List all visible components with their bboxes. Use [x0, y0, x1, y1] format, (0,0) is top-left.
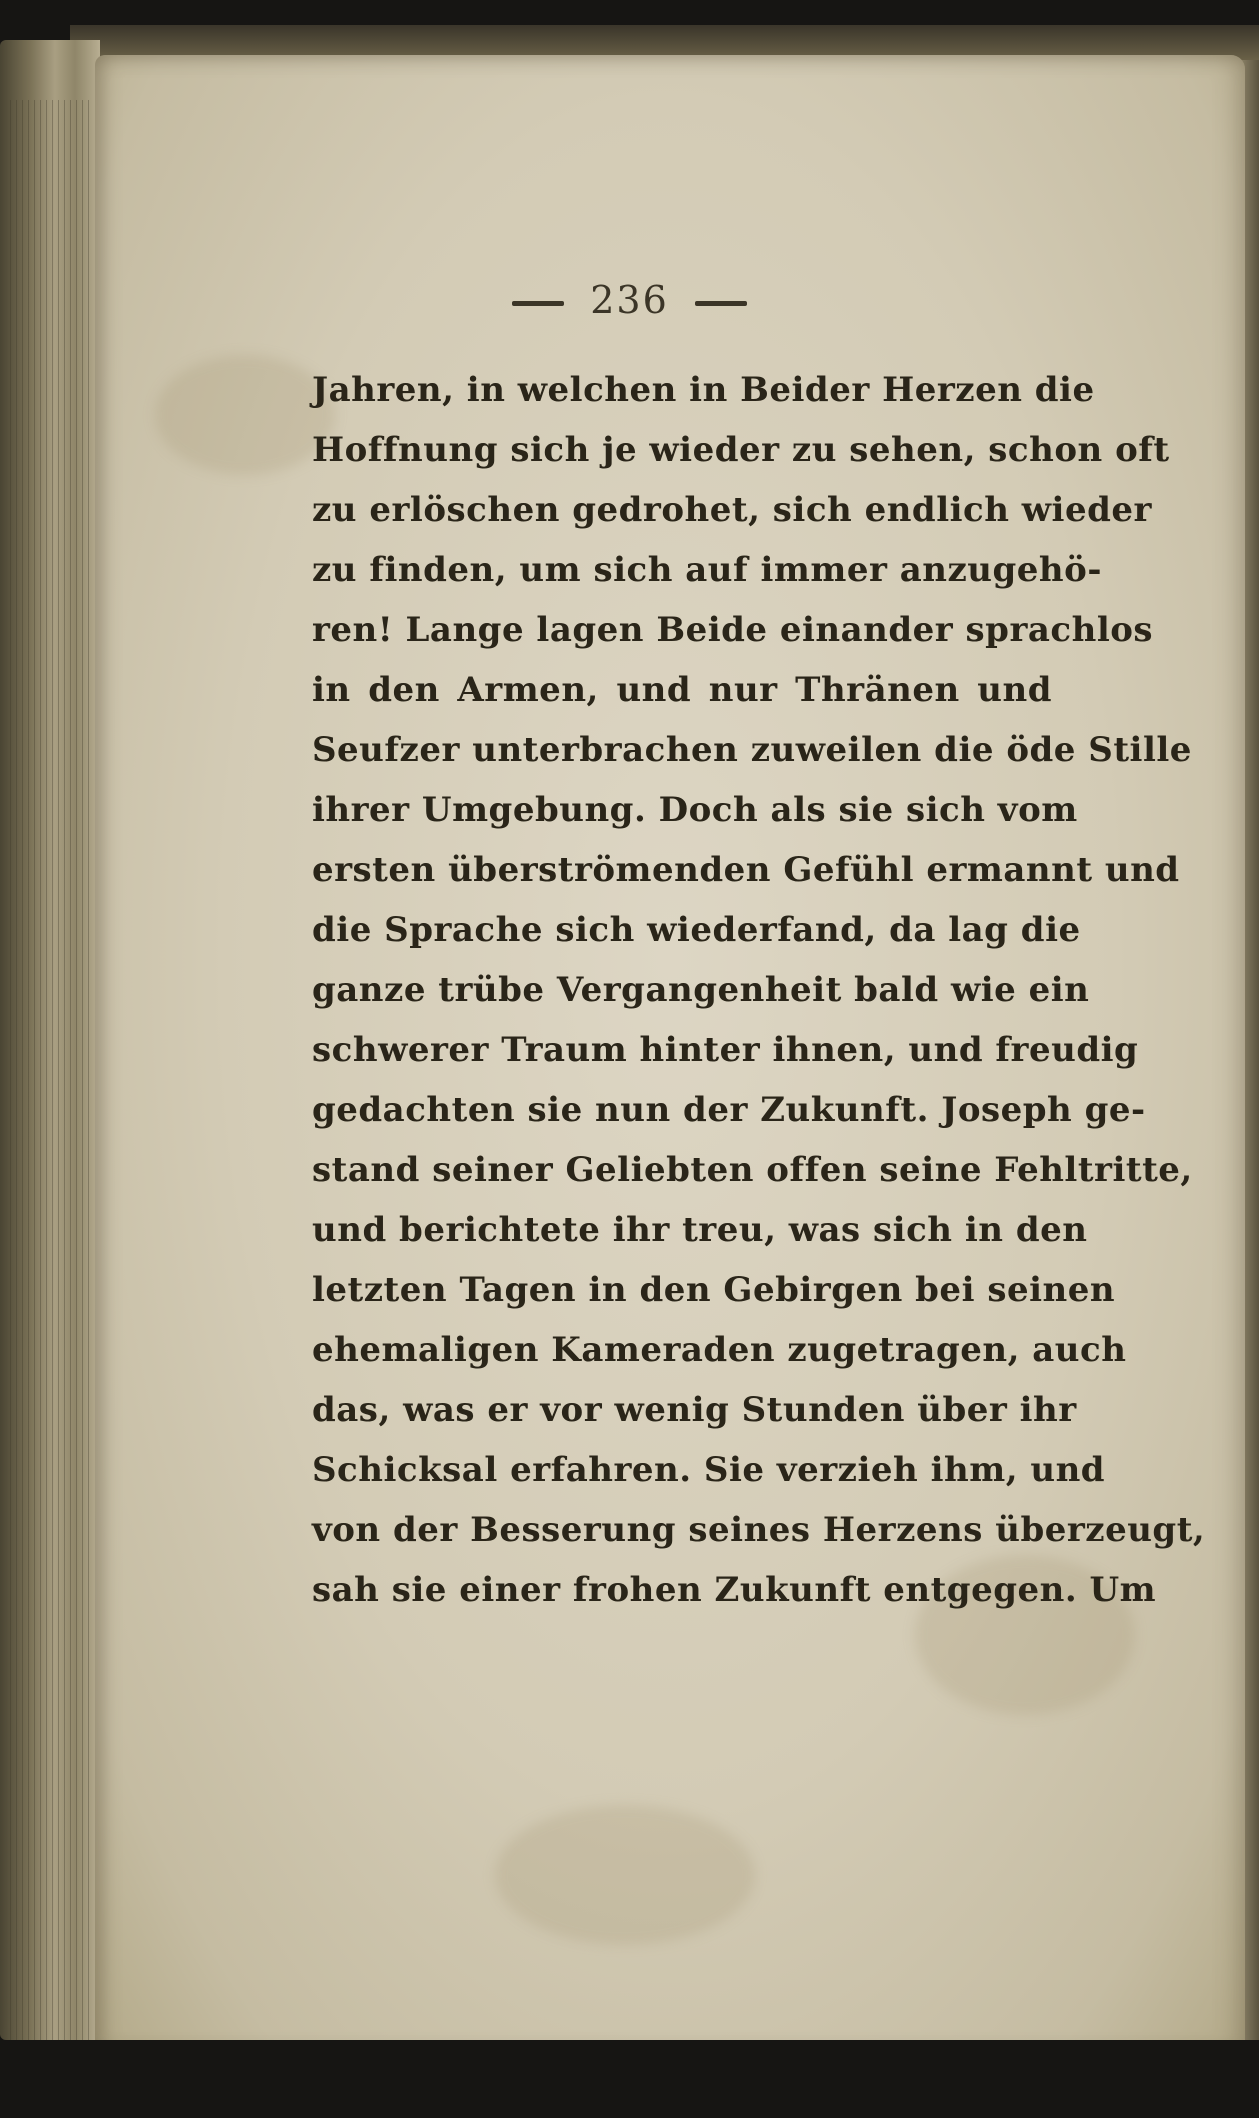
text-line: stand seiner Geliebten offen seine Fehltritte,: [312, 1150, 1193, 1190]
page-number-header: [0, 278, 1259, 322]
text-line: ihrer Umgebung. Doch als sie sich vom: [312, 790, 1078, 830]
text-line: und berichtete ihr treu, was sich in den: [312, 1210, 1088, 1250]
text-line: ehemaligen Kameraden zugetragen, auch: [312, 1330, 1127, 1370]
text-line: ersten überströmenden Gefühl ermannt und: [312, 850, 1180, 890]
text-line: die Sprache sich wiederfand, da lag die: [312, 910, 1081, 950]
page-stack-lines: [10, 100, 90, 2040]
text-line: Jahren, in welchen in Beider Herzen die: [312, 370, 1095, 410]
text-line: schwerer Traum hinter ihnen, und freudig: [312, 1030, 1139, 1070]
scan-background-bottom: [0, 2040, 1259, 2118]
page-number: 236: [590, 278, 669, 322]
text-line: letzten Tagen in den Gebirgen bei seinen: [312, 1270, 1116, 1310]
text-line: Hoffnung sich je wieder zu sehen, schon oft: [312, 430, 1170, 470]
text-line: Schicksal erfahren. Sie verzieh ihm, und: [312, 1450, 1106, 1490]
text-line: zu finden, um sich auf immer anzugehö-: [312, 550, 1102, 590]
text-line: von der Besserung seines Herzens überzeugt,: [312, 1510, 1206, 1550]
header-dash-right: [695, 301, 747, 306]
header-dash-left: [512, 301, 564, 306]
page-stack-edge: [0, 40, 100, 2040]
paper-stain: [155, 355, 335, 475]
text-line: das, was er vor wenig Stunden über ihr: [312, 1390, 1077, 1430]
text-line: in den Armen, und nur Thränen und: [312, 670, 1052, 710]
text-line: Seufzer unterbrachen zuweilen die öde Stille: [312, 730, 1192, 770]
text-line: ren! Lange lagen Beide einander sprachlos: [312, 610, 1154, 650]
text-line: gedachten sie nun der Zukunft. Joseph ge-: [312, 1090, 1146, 1130]
text-line: ganze trübe Vergangenheit bald wie ein: [312, 970, 1090, 1010]
text-line: sah sie einer frohen Zukunft entgegen. Um: [312, 1570, 1157, 1610]
body-text: [312, 360, 1206, 1620]
paper-stain: [495, 1805, 755, 1945]
text-line: zu erlöschen gedrohet, sich endlich wieder: [312, 490, 1152, 530]
